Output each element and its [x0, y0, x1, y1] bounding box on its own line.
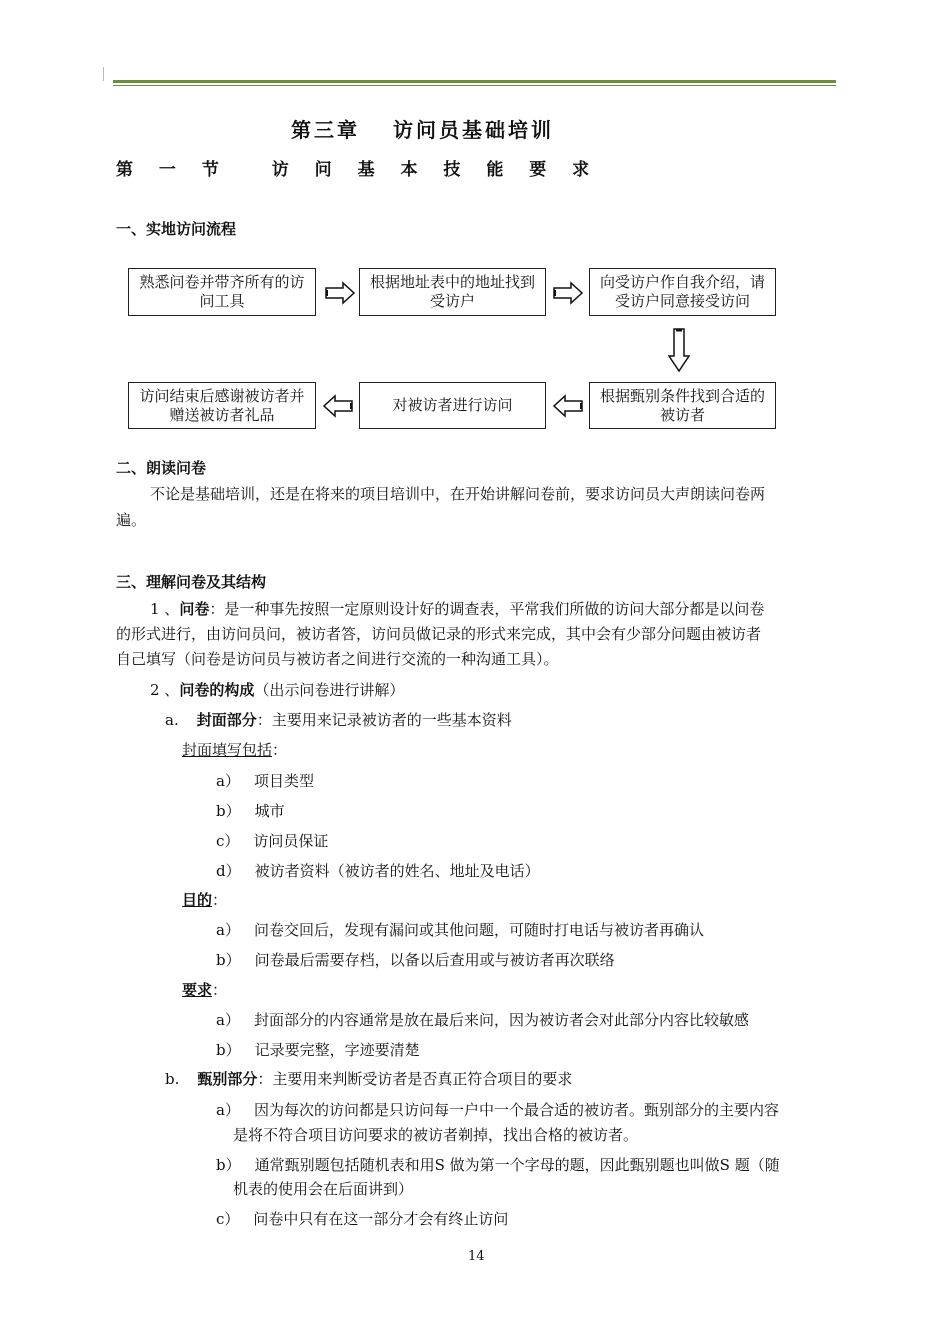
list-item	[216, 860, 540, 881]
heading-1: 一、实地访问流程	[116, 220, 237, 238]
item-marker: a.	[165, 711, 179, 729]
list-item	[216, 1208, 508, 1229]
screening-description: ：主要用来判断受访者是否真正符合项目的要求	[257, 1070, 573, 1088]
flow-step-3: 向受访户作自我介绍，请受访户同意接受访问	[589, 268, 776, 316]
item-marker: b）	[216, 1041, 241, 1059]
left-arrow-icon	[323, 395, 353, 417]
list-item-continuation: 机表的使用会在后面讲到）	[233, 1180, 414, 1198]
flow-step-6: 访问结束后感谢被访者并赠送被访者礼品	[128, 382, 316, 429]
item-text: 因为每次的访问都是只访问每一户中一个最合适的被访者。甄别部分的主要内容	[253, 1101, 779, 1119]
requirement-label: 要求	[182, 981, 213, 999]
flow-step-1: 熟悉问卷并带齐所有的访问工具	[128, 268, 316, 316]
paragraph-read-line2: 遍。	[116, 511, 147, 529]
heading-2: 二、朗读问卷	[116, 459, 207, 477]
list-item	[216, 1154, 780, 1175]
term-questionnaire: 问卷	[179, 600, 210, 618]
item-marker: b.	[165, 1070, 180, 1088]
paragraph-read-line1: 不论是基础培训，还是在将来的项目培训中，在开始讲解问卷前，要求访问员大声朗读问卷两	[150, 485, 766, 503]
list-item	[216, 949, 615, 970]
page-number: 14	[468, 1249, 485, 1264]
fill-label: 封面填写包括	[182, 741, 273, 759]
list-item	[216, 800, 285, 821]
heading-3: 三、理解问卷及其结构	[116, 573, 267, 591]
term-cover: 封面部分	[196, 711, 257, 729]
cover-section-line	[165, 708, 512, 733]
item-marker: b）	[216, 951, 241, 969]
item-text: 城市	[254, 802, 285, 820]
term-structure: 问卷的构成	[179, 681, 255, 699]
right-arrow-icon	[325, 282, 355, 304]
chapter-title: 第三章 访问员基础培训	[291, 118, 554, 142]
item-text: 记录要完整，字迹要清楚	[254, 1041, 420, 1059]
item-marker: b）	[216, 802, 241, 820]
list-item	[216, 830, 328, 851]
fill-label-line	[182, 738, 287, 763]
paragraph-questionnaire-line3: 自己填写（问卷是访问员与被访者之间进行交流的一种沟通工具）。	[116, 650, 559, 668]
flow-step-2: 根据地址表中的地址找到受访户	[359, 268, 546, 316]
flow-step-5: 对被访者进行访问	[359, 382, 546, 429]
paragraph-structure	[150, 678, 404, 703]
item-marker: a）	[216, 921, 240, 939]
definition-text: ：是一种事先按照一定原则设计好的调查表，平常我们所做的访问大部分都是以问卷	[209, 600, 765, 618]
item-text: 被访者资料（被访者的姓名、地址及电话）	[254, 862, 540, 880]
header-rule-thin	[113, 85, 836, 86]
item-marker: c）	[216, 832, 240, 850]
list-item	[216, 1009, 749, 1030]
item-marker: a）	[216, 1011, 240, 1029]
item-text: 项目类型	[253, 772, 314, 790]
item-number: 1 、	[150, 600, 180, 618]
list-item	[216, 1099, 779, 1120]
item-text: 封面部分的内容通常是放在最后来问，因为被访者会对此部分内容比较敏感	[253, 1011, 749, 1029]
purpose-label-line	[182, 888, 227, 913]
item-marker: a）	[216, 1101, 240, 1119]
flow-step-4: 根据甄别条件找到合适的被访者	[589, 382, 776, 429]
list-item	[216, 1039, 420, 1060]
requirement-colon: ：	[212, 981, 228, 999]
fill-colon: ：	[272, 741, 288, 759]
item-marker: c）	[216, 1210, 240, 1228]
right-arrow-icon	[553, 282, 583, 304]
screening-section-line	[165, 1067, 572, 1092]
purpose-colon: ：	[212, 891, 228, 909]
item-marker: d）	[216, 862, 241, 880]
item-text: 问卷中只有在这一部分才会有终止访问	[253, 1210, 509, 1228]
structure-note: （出示问卷进行讲解）	[254, 681, 405, 699]
term-screening: 甄别部分	[197, 1070, 258, 1088]
left-arrow-icon	[553, 395, 583, 417]
paragraph-questionnaire-line1	[150, 597, 764, 622]
requirement-label-line	[182, 978, 227, 1003]
list-item	[216, 770, 314, 791]
item-marker: a）	[216, 772, 240, 790]
paragraph-questionnaire-line2: 的形式进行，由访问员问，被访者答，访问员做记录的形式来完成，其中会有少部分问题由被访者	[116, 625, 762, 643]
down-arrow-icon	[668, 328, 690, 372]
item-marker: b）	[216, 1156, 241, 1174]
purpose-label: 目的	[182, 891, 213, 909]
header-rule-thick	[113, 80, 836, 83]
item-text: 问卷最后需要存档，以备以后查用或与被访者再次联络	[254, 951, 615, 969]
item-text: 访问员保证	[253, 832, 329, 850]
section-title: 第 一 节 访 问 基 本 技 能 要 求	[116, 160, 600, 180]
list-item-continuation: 是将不符合项目访问要求的被访者剃掉，找出合格的被访者。	[233, 1126, 639, 1144]
list-item	[216, 919, 704, 940]
item-number: 2 、	[150, 681, 180, 699]
cover-description: ：主要用来记录被访者的一些基本资料	[256, 711, 512, 729]
margin-mark	[103, 67, 104, 81]
item-text: 通常甄别题包括随机表和用S 做为第一个字母的题，因此甄别题也叫做S 题（随	[254, 1156, 780, 1174]
item-text: 问卷交回后，发现有漏问或其他问题，可随时打电话与被访者再确认	[253, 921, 704, 939]
